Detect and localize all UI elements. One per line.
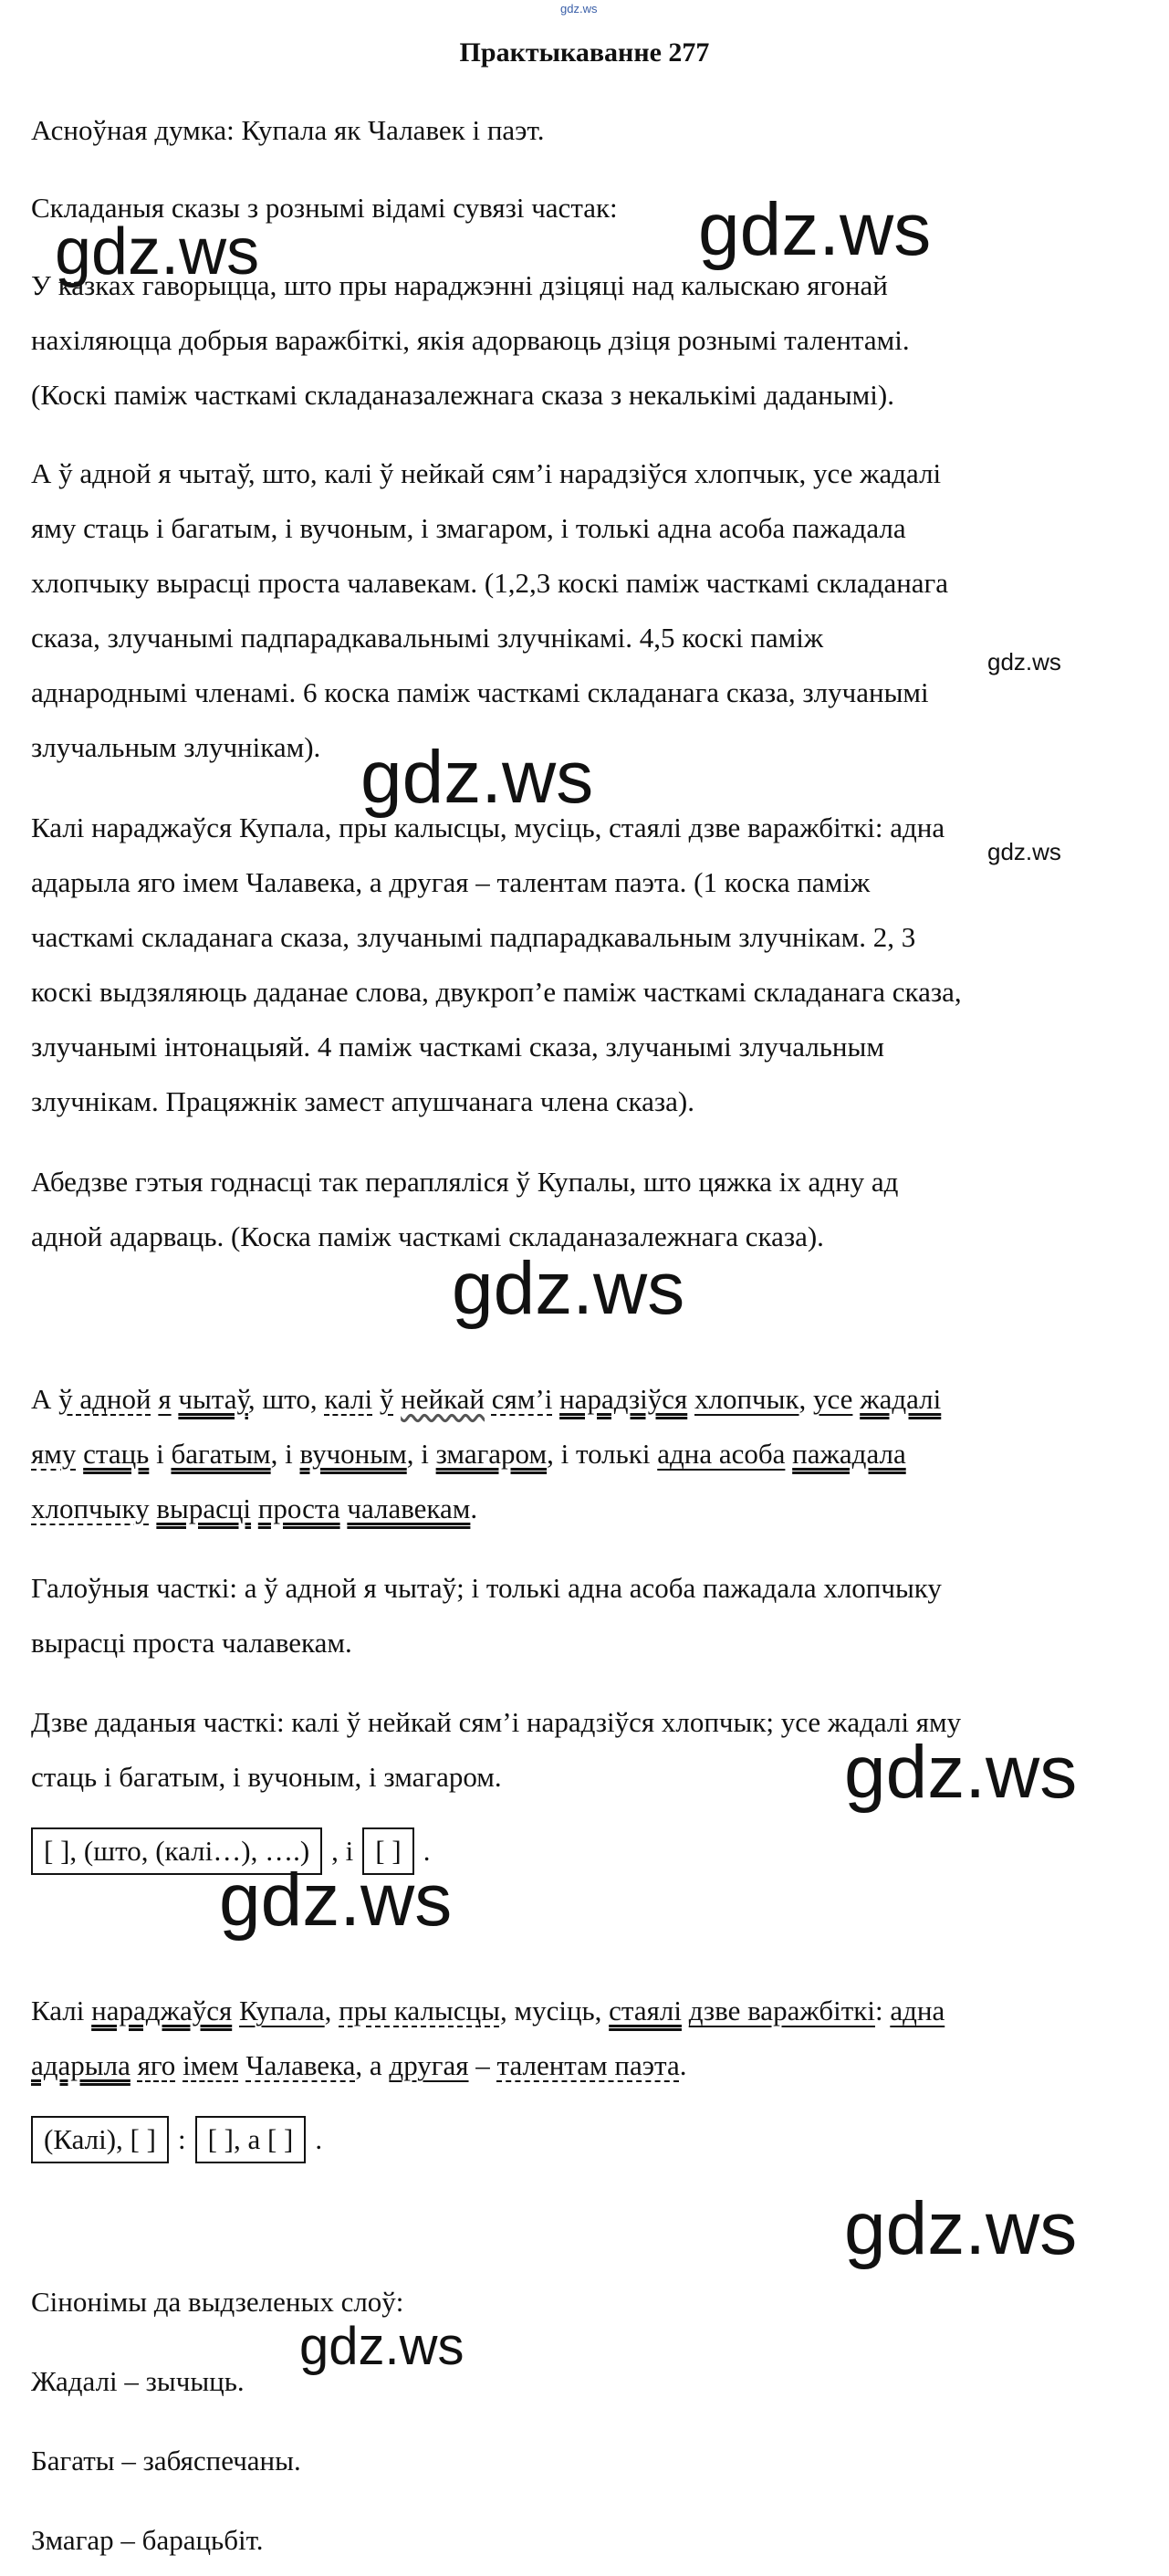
predicate-word: нарадзіўся xyxy=(559,1383,688,1415)
predicate-word: вучоным xyxy=(299,1438,407,1470)
example3-line4: коскі выдзяляюць даданае слова, двукроп’е паміж часткамі складанага сказа, xyxy=(31,976,962,1008)
predicate-word: проста xyxy=(257,1492,340,1524)
synonym-1: Жадалі – зычыць. xyxy=(31,2365,245,2397)
word: імем xyxy=(183,2049,239,2081)
example2-line6: злучальным злучнікам). xyxy=(31,731,321,763)
subject-word: усе xyxy=(813,1383,853,1415)
word: . xyxy=(679,2049,687,2081)
scheme-colon: : xyxy=(177,2123,186,2155)
word: : xyxy=(874,1995,883,2026)
analysis1-line1 xyxy=(31,1372,1126,1427)
predicate-word: чытаў xyxy=(178,1383,248,1415)
word: ў адной xyxy=(58,1383,151,1415)
word: , што, xyxy=(247,1383,318,1415)
word: , xyxy=(798,1383,807,1415)
word: Калі xyxy=(31,1995,85,2026)
watermark: gdz.ws xyxy=(698,188,932,271)
main-idea: Асноўная думка: Купала як Чалавек і паэт. xyxy=(31,114,545,146)
word: , а xyxy=(355,2049,382,2081)
scheme-separator: , і xyxy=(331,1835,354,1867)
predicate-word: багатым xyxy=(171,1438,271,1470)
subject-word: адна асоба xyxy=(657,1438,786,1470)
example3-line2: адарыла яго імем Чалавека, а другая – талентам паэта. (1 коска паміж xyxy=(31,866,871,898)
scheme-box-first: (Калі), [ ] xyxy=(31,2116,169,2163)
subject-word: дзве варажбіткі xyxy=(688,1995,875,2026)
intro-line: Складаныя сказы з рознымі відамі сувязі частак: xyxy=(31,192,618,224)
word: , і xyxy=(270,1438,293,1470)
word: – xyxy=(475,2049,490,2081)
watermark: gdz.ws xyxy=(844,2187,1078,2270)
predicate-word: чалавекам xyxy=(347,1492,471,1524)
word: , і xyxy=(406,1438,429,1470)
example3-line6: злучнікам. Працяжнік замест апушчанага члена сказа). xyxy=(31,1085,694,1117)
example2-line2: яму стаць і багатым, і вучоным, і змагаром, і толькі адна асоба пажадала xyxy=(31,512,906,544)
watermark: gdz.ws xyxy=(219,1859,453,1942)
synonyms-title: Сінонімы да выдзеленых слоў: xyxy=(31,2286,404,2318)
watermark: gdz.ws xyxy=(299,2317,464,2376)
word: сям’і xyxy=(491,1383,553,1415)
word: і xyxy=(156,1438,164,1470)
analysis2-line2 xyxy=(31,2038,1126,2093)
subject-word: Купала xyxy=(238,1995,325,2026)
predicate-word: змагаром xyxy=(435,1438,548,1470)
scheme-box-second: [ ] xyxy=(362,1827,413,1875)
scheme-end: . xyxy=(423,1835,431,1867)
word: калі xyxy=(324,1383,373,1415)
example4-line2: адной адарваць. (Коска паміж часткамі складаназалежнага сказа). xyxy=(31,1220,824,1252)
word: талентам паэта xyxy=(496,2049,680,2081)
subject-word: другая xyxy=(389,2049,469,2081)
word: яго xyxy=(137,2049,176,2081)
example2-line3: хлопчыку вырасці проста чалавекам. (1,2,3 коскі паміж часткамі складанага xyxy=(31,567,949,599)
example4-line1: Абедзве гэтыя годнасці так перапляліся ў Купалы, што цяжка іх адну ад xyxy=(31,1166,899,1198)
main-parts-line2: вырасці проста чалавекам. xyxy=(31,1627,352,1659)
analysis1-line2 xyxy=(31,1427,1126,1482)
sub-parts-line2: стаць і багатым, і вучоным, і змагаром. xyxy=(31,1761,502,1793)
watermark: gdz.ws xyxy=(987,648,1061,675)
synonym-2: Багаты – забяспечаны. xyxy=(31,2445,301,2477)
predicate-word: адарыла xyxy=(31,2049,130,2081)
word: пры калысцы xyxy=(339,1995,500,2026)
example2-line1: А ў адной я чытаў, што, калі ў нейкай сям’і нарадзіўся хлопчык, усе жадалі xyxy=(31,457,942,489)
subject-word: адна xyxy=(890,1995,945,2026)
scheme-box-second: [ ], а [ ] xyxy=(195,2116,307,2163)
predicate-word: жадалі xyxy=(860,1383,942,1415)
sentence-scheme-2 xyxy=(31,2116,322,2163)
watermark: gdz.ws xyxy=(55,215,260,288)
synonym-3: Змагар – барацьбіт. xyxy=(31,2524,264,2556)
scheme-box-main: [ ], (што, (калі…), ….) xyxy=(31,1827,322,1875)
word: , і толькі xyxy=(547,1438,651,1470)
watermark: gdz.ws xyxy=(360,736,594,819)
example1-line3: (Коскі паміж часткамі складаназалежнага сказа з некалькімі даданымі). xyxy=(31,379,894,411)
subject-word: хлопчык xyxy=(694,1383,799,1415)
analysis2-line1: Калі нараджаўся Купала, пры калысцы, мусіць, стаялі дзве варажбіткі: адна xyxy=(31,1995,945,2026)
word: яму xyxy=(31,1438,77,1470)
word: ў xyxy=(379,1383,394,1415)
page-title: Практыкаванне 277 xyxy=(459,37,710,68)
example2-line4: сказа, злучанымі падпарадкавальнымі злучнікамі. 4,5 коскі паміж xyxy=(31,622,824,654)
word: , мусіць, xyxy=(499,1995,602,2026)
sub-parts-line1: Дзве даданыя часткі: калі ў нейкай сям’і нарадзіўся хлопчык; усе жадалі яму xyxy=(31,1706,962,1738)
word: . xyxy=(470,1492,478,1524)
predicate-word: пажадала xyxy=(792,1438,906,1470)
predicate-word: нараджаўся xyxy=(91,1995,233,2026)
example2-line5: аднароднымі членамі. 6 коска паміж часткамі складанага сказа, злучанымі xyxy=(31,676,929,708)
subject-word: я xyxy=(158,1383,172,1415)
example3-line5: злучанымі інтонацыяй. 4 паміж часткамі сказа, злучанымі злучальным xyxy=(31,1031,884,1063)
word: нейкай xyxy=(401,1383,485,1415)
header-watermark: gdz.ws xyxy=(560,2,598,16)
predicate-word: стаць xyxy=(83,1438,150,1470)
example1-line2: нахіляюцца добрыя варажбіткі, якія адорваюць дзіця рознымі талентамі. xyxy=(31,324,910,356)
watermark: gdz.ws xyxy=(844,1731,1078,1814)
watermark: gdz.ws xyxy=(987,838,1061,865)
scheme-end: . xyxy=(315,2123,323,2155)
example1-line1: У казках гаворыцца, што пры нараджэнні дзіцяці над калыскаю ягонай xyxy=(31,269,888,301)
example3-line1: Калі нараджаўся Купала, пры калысцы, мусіць, стаялі дзве варажбіткі: адна xyxy=(31,812,945,843)
predicate-word: стаялі xyxy=(609,1995,682,2026)
watermark: gdz.ws xyxy=(452,1247,685,1330)
predicate-word: вырасці xyxy=(156,1492,252,1524)
word: А xyxy=(31,1383,52,1415)
word: хлопчыку xyxy=(31,1492,150,1524)
word: Чалавека xyxy=(245,2049,356,2081)
main-parts-line1: Галоўныя часткі: а ў адной я чытаў; і толькі адна асоба пажадала хлопчыку xyxy=(31,1572,942,1604)
example3-line3: часткамі складанага сказа, злучанымі падпарадкавальным злучнікам. 2, 3 xyxy=(31,921,916,953)
analysis1-line3 xyxy=(31,1482,1126,1536)
